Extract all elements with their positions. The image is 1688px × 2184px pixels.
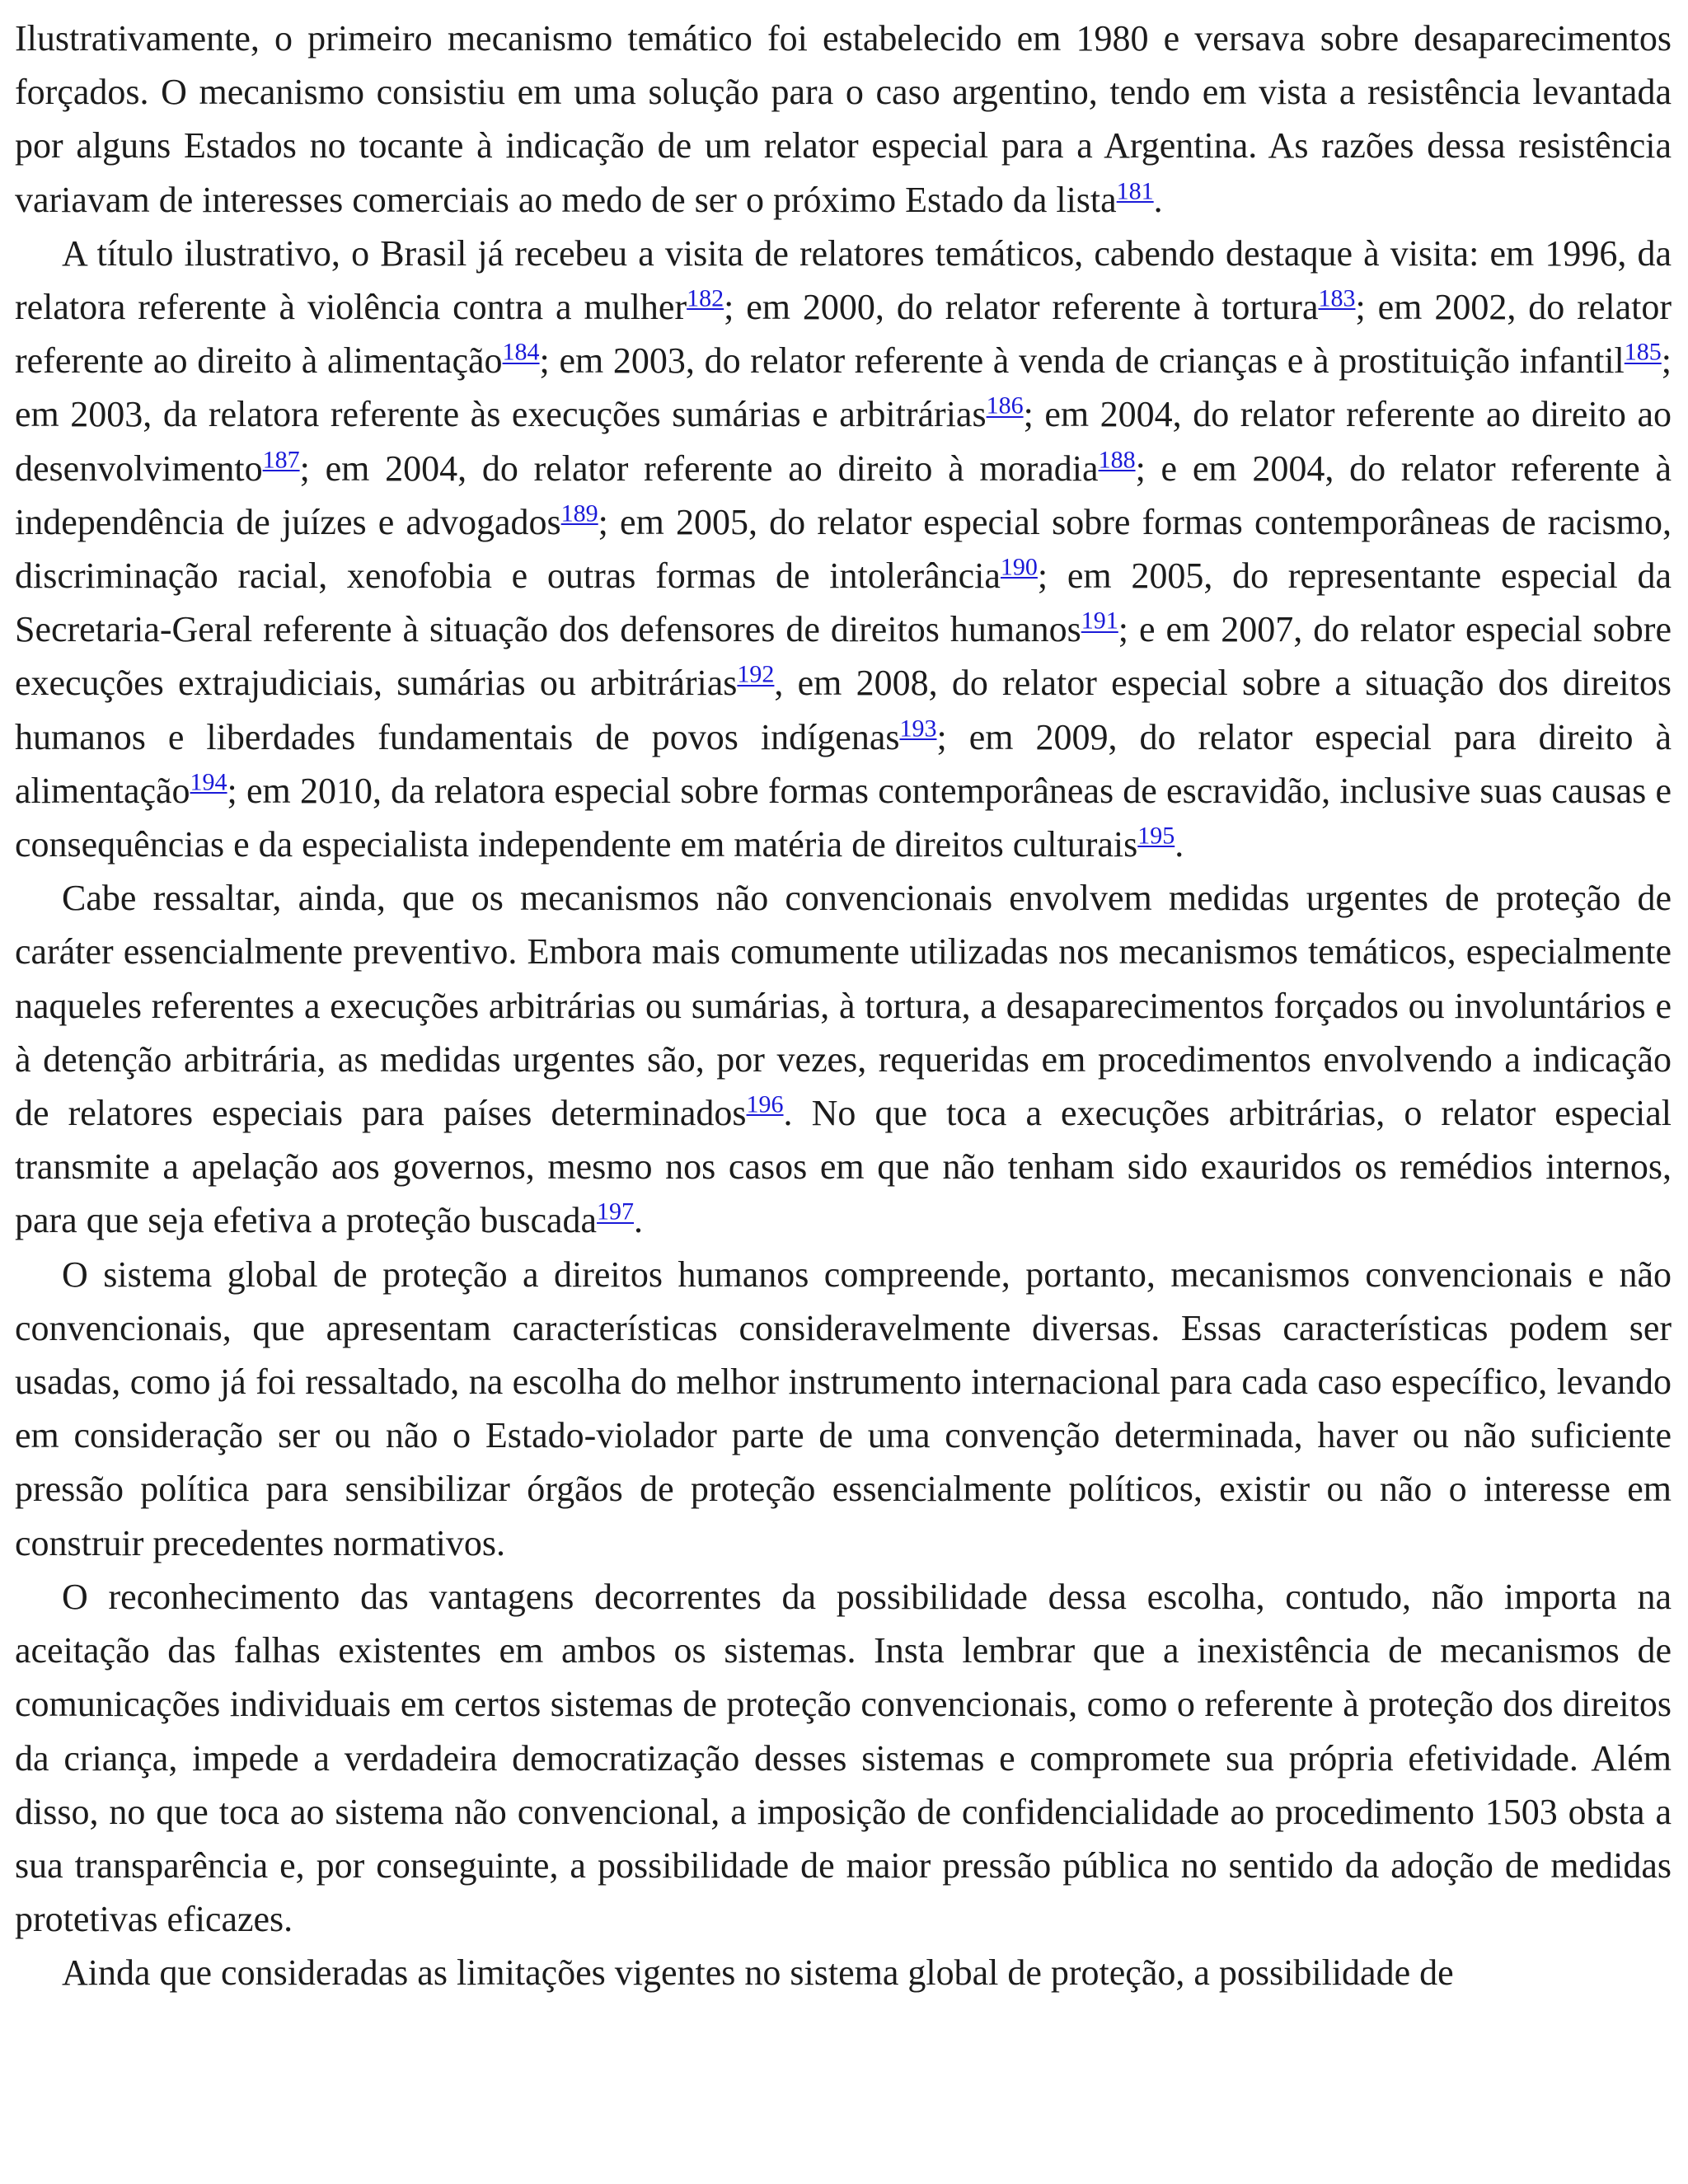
paragraph-text: O reconhecimento das vantagens decorrentes da possibilidade dessa escolha, contudo, não importa na aceitação das falhas existentes em ambos os sistemas. Insta lembrar que a inexistência de mecanismos de comunicações individuais em certos sistemas de proteção convencionais, como o referente à proteção dos direitos da criança, impede a verdadeira democratização desses sistemas e compromete sua própria efetividade. Além disso, no que toca ao sistema não convencional, a imposição de confidencialidade ao procedimento 1503 obsta a sua transparência e, por conseguinte, a possibilidade de maior pressão pública no sentido da adoção de medidas protetivas eficazes. bbox=[15, 1576, 1672, 1940]
footnote-link[interactable]: 181 bbox=[1116, 176, 1154, 204]
footnote-link[interactable]: 189 bbox=[560, 499, 598, 527]
footnote-link[interactable]: 185 bbox=[1624, 338, 1662, 366]
footnote-link[interactable]: 194 bbox=[190, 768, 227, 796]
paragraph-text: ; em 2000, do relator referente à tortura bbox=[724, 287, 1319, 328]
footnote-link[interactable]: 182 bbox=[687, 284, 724, 312]
paragraph-text: ; em 2009, do relator especial para direito à alimentação bbox=[15, 716, 1672, 811]
footnote-link[interactable]: 186 bbox=[986, 391, 1024, 419]
paragraph bbox=[15, 1946, 1672, 1999]
paragraph-text: A título ilustrativo, o Brasil já recebeu a visita de relatores temáticos, cabendo destaque à visita: em 1996, da relatora referente à violência contra a mulher bbox=[15, 232, 1672, 328]
body-text bbox=[15, 12, 1672, 2000]
footnote-link[interactable]: 196 bbox=[746, 1090, 784, 1118]
paragraph-text: ; em 2003, do relator referente à venda de crianças e à prostituição infantil bbox=[539, 340, 1625, 382]
footnote-link[interactable]: 197 bbox=[597, 1197, 635, 1226]
footnote-link[interactable]: 193 bbox=[899, 714, 937, 742]
paragraph-text: ; em 2010, da relatora especial sobre formas contemporâneas de escravidão, inclusive suas causas e consequências e da especialista independente em matéria de direitos culturais bbox=[15, 770, 1672, 865]
footnote-link[interactable]: 195 bbox=[1137, 822, 1175, 850]
paragraph bbox=[15, 227, 1672, 871]
paragraph-text: ; em 2002, do relator referente ao direito à alimentação bbox=[15, 287, 1672, 382]
paragraph-text: ; em 2005, do relator especial sobre formas contemporâneas de racismo, discriminação racial, xenofobia e outras formas de intolerância bbox=[15, 501, 1672, 597]
paragraph-text: . bbox=[1153, 179, 1163, 220]
paragraph-text: ; em 2005, do representante especial da Secretaria-Geral referente à situação dos defensores de direitos humanos bbox=[15, 555, 1672, 650]
paragraph-text: ; em 2004, do relator referente ao direito à moradia bbox=[299, 448, 1099, 489]
paragraph-text: O sistema global de proteção a direitos humanos compreende, portanto, mecanismos convencionais e não convencionais, que apresentam características consideravelmente diversas. Essas características podem ser usadas, como já foi ressaltado, na escolha do melhor instrumento internacional para cada caso específico, levando em consideração ser ou não o Estado-violador parte de uma convenção determinada, haver ou não suficiente pressão política para sensibilizar órgãos de proteção essencialmente políticos, existir ou não o interesse em construir precedentes normativos. bbox=[15, 1254, 1672, 1563]
paragraph-text: , em 2008, do relator especial sobre a situação dos direitos humanos e liberdades fundamentais de povos indígenas bbox=[15, 663, 1672, 757]
footnote-link[interactable]: 192 bbox=[737, 660, 775, 688]
paragraph-text: Ainda que consideradas as limitações vigentes no sistema global de proteção, a possibilidade de bbox=[62, 1952, 1454, 1994]
paragraph-text: ; e em 2004, do relator referente à independência de juízes e advogados bbox=[15, 448, 1672, 542]
paragraph-text: . No que toca a execuções arbitrárias, o relator especial transmite a apelação aos governos, mesmo nos casos em que não tenham sido exauridos os remédios internos, para que seja efetiva a proteção buscada bbox=[15, 1093, 1672, 1241]
footnote-link[interactable]: 187 bbox=[262, 445, 300, 473]
paragraph-text: Ilustrativamente, o primeiro mecanismo temático foi estabelecido em 1980 e versava sobre desaparecimentos forçados. O mecanismo consistiu em uma solução para o caso argentino, tendo em vista a resistência levantada por alguns Estados no tocante à indicação de um relator especial para a Argentina. As razões dessa resistência variavam de interesses comerciais ao medo de ser o próximo Estado da lista bbox=[15, 18, 1672, 220]
paragraph-text: . bbox=[1175, 824, 1184, 865]
paragraph bbox=[15, 1570, 1672, 1946]
paragraph bbox=[15, 871, 1672, 1247]
footnote-link[interactable]: 190 bbox=[1000, 553, 1038, 581]
paragraph-text: ; em 2003, da relatora referente às execuções sumárias e arbitrárias bbox=[15, 340, 1672, 435]
footnote-link[interactable]: 191 bbox=[1081, 607, 1118, 635]
paragraph bbox=[15, 1248, 1672, 1570]
footnote-link[interactable]: 183 bbox=[1318, 284, 1356, 312]
paragraph-text: . bbox=[634, 1200, 644, 1241]
paragraph-text: ; em 2004, do relator referente ao direito ao desenvolvimento bbox=[15, 394, 1672, 489]
footnote-link[interactable]: 188 bbox=[1098, 445, 1136, 473]
paragraph-text: Cabe ressaltar, ainda, que os mecanismos não convencionais envolvem medidas urgentes de proteção de caráter essencialmente preventivo. Embora mais comumente utilizadas nos mecanismos temáticos, especialmente naqueles referentes a execuções arbitrárias ou sumárias, à tortura, a desaparecimentos forçados ou involuntários e à detenção arbitrária, as medidas urgentes são, por vezes, requeridas em procedimentos envolvendo a indicação de relatores especiais para países determinados bbox=[15, 878, 1672, 1134]
footnote-link[interactable]: 184 bbox=[502, 338, 540, 366]
paragraph-text: ; e em 2007, do relator especial sobre execuções extrajudiciais, sumárias ou arbitrárias bbox=[15, 609, 1672, 704]
paragraph bbox=[15, 12, 1672, 227]
